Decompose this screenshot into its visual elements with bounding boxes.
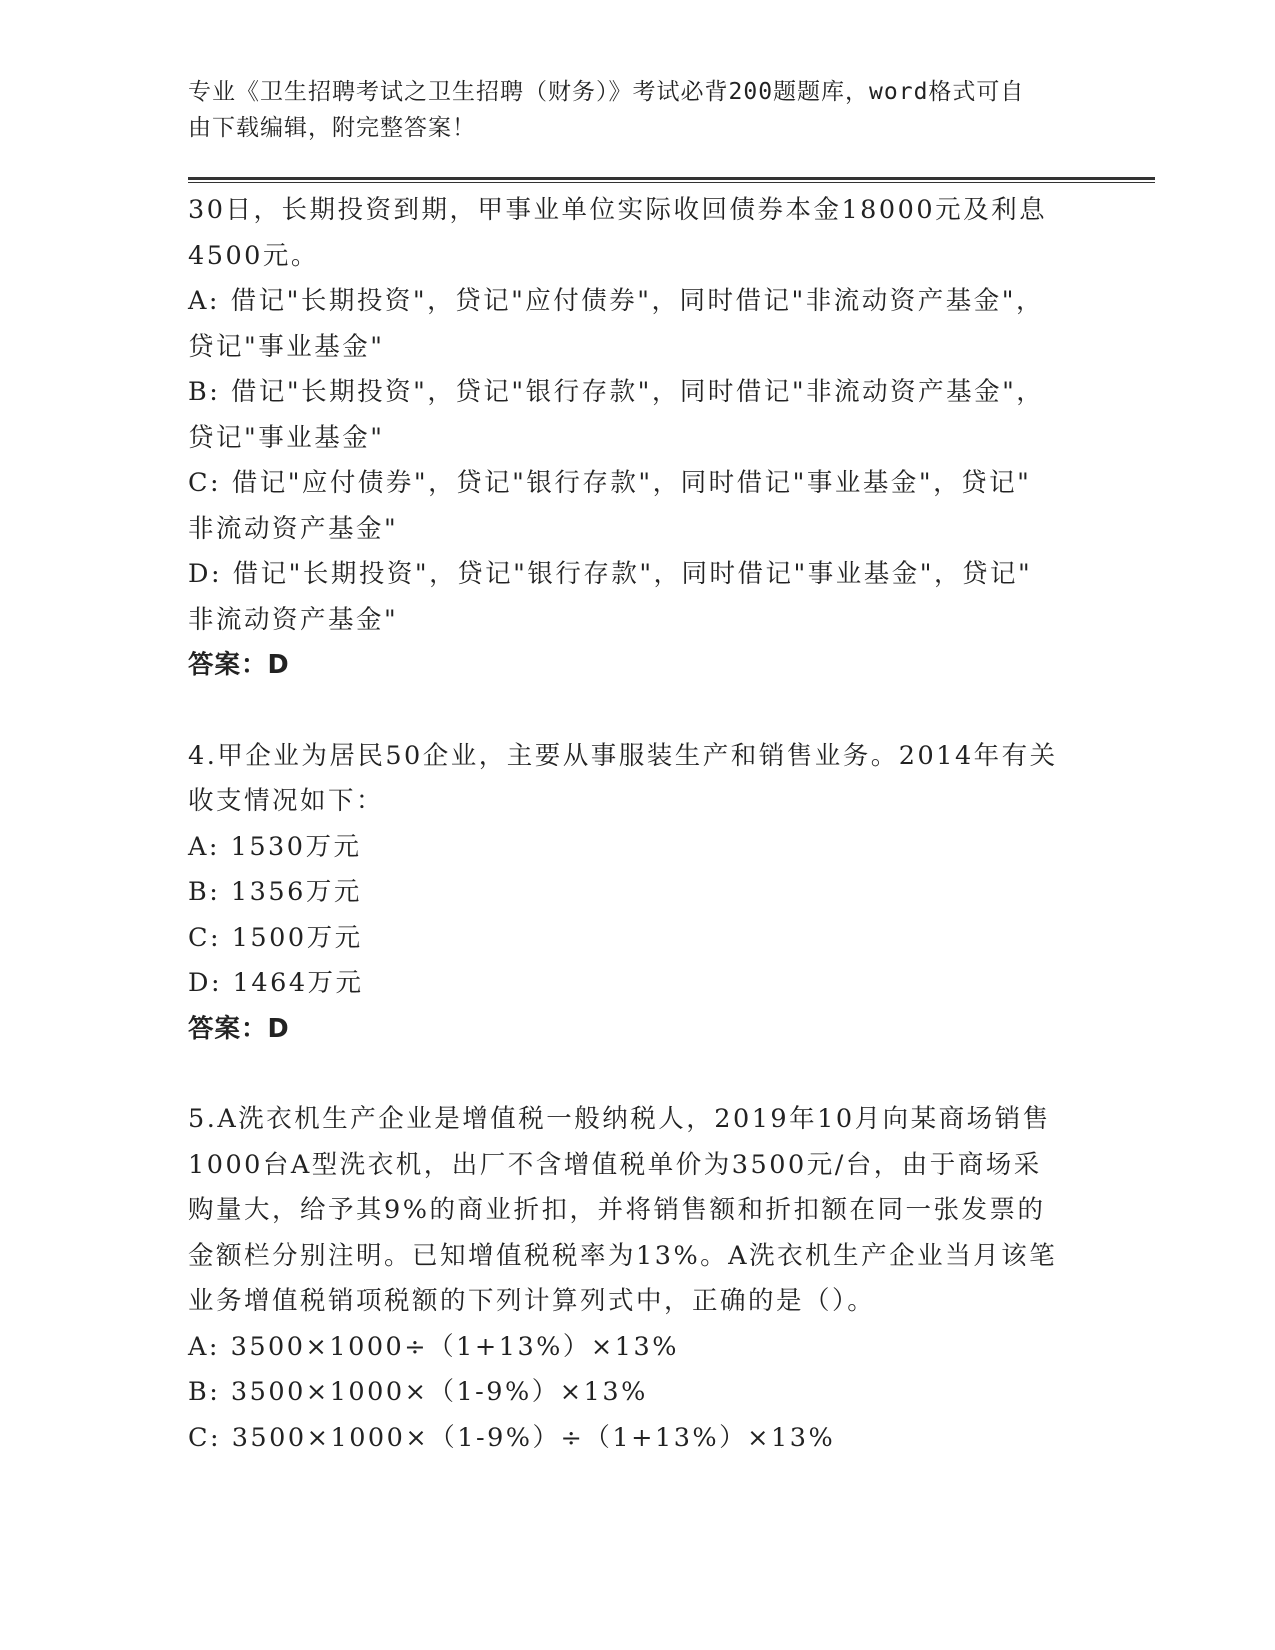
option-c: C: 3500×1000×（1-9%）÷（1+13%）×13%: [188, 1422, 836, 1453]
question-stem-line: 30日，长期投资到期，甲事业单位实际收回债券本金18000元及利息: [188, 195, 1048, 225]
option-d-line-1: D: 借记"长期投资"，贷记"银行存款"，同时借记"事业基金"，贷记": [188, 559, 1033, 589]
question-stem-line: 购量大，给予其9%的商业折扣，并将销售额和折扣额在同一张发票的: [188, 1195, 1046, 1225]
question-stem-line: 5.A洗衣机生产企业是增值税一般纳税人，2019年10月向某商场销售: [188, 1104, 1051, 1134]
option-a: A: 1530万元: [188, 831, 362, 862]
question-spacer: [188, 689, 1088, 734]
option-d-line-2: 非流动资产基金": [188, 604, 399, 635]
question-stem-line: 收支情况如下：: [188, 786, 385, 816]
document-header: [188, 74, 1068, 146]
question-stem-line: 业务增值税销项税额的下列计算列式中，正确的是（）。: [188, 1286, 876, 1316]
answer-label: 答案：D: [188, 1013, 290, 1044]
question-stem-line: 4500元。: [188, 240, 319, 271]
question-3: [188, 188, 1088, 689]
question-stem-line: 1000台A型洗衣机，出厂不含增值税单价为3500元/台，由于商场采: [188, 1149, 1042, 1180]
option-b: B: 3500×1000×（1-9%）×13%: [188, 1377, 648, 1407]
option-b-line-2: 贷记"事业基金": [188, 422, 385, 453]
question-stem-line: 4.甲企业为居民50企业，主要从事服装生产和销售业务。2014年有关: [188, 740, 1058, 771]
question-5: [188, 1097, 1088, 1461]
option-c-line-2: 非流动资产基金": [188, 513, 399, 544]
header-title-line-2: 由下载编辑，附完整答案！: [188, 115, 476, 141]
header-title-line-1: 专业《卫生招聘考试之卫生招聘（财务）》考试必背200题题库，word格式可自: [188, 79, 1025, 105]
option-d: D: 1464万元: [188, 968, 364, 998]
question-4: [188, 734, 1088, 1053]
option-b-line-1: B: 借记"长期投资"，贷记"银行存款"，同时借记"非流动资产基金"，: [188, 377, 1045, 407]
question-stem-line: 金额栏分别注明。已知增值税税率为13%。A洗衣机生产企业当月该笔: [188, 1240, 1058, 1271]
header-divider: [188, 177, 1155, 183]
question-spacer: [188, 1052, 1088, 1097]
option-a: A: 3500×1000÷（1+13%）×13%: [188, 1331, 679, 1362]
option-b: B: 1356万元: [188, 877, 362, 907]
option-c-line-1: C: 借记"应付债券"，贷记"银行存款"，同时借记"事业基金"，贷记": [188, 468, 1032, 498]
answer-label: 答案：D: [188, 650, 290, 680]
option-c: C: 1500万元: [188, 922, 363, 953]
option-a-line-2: 贷记"事业基金": [188, 331, 385, 362]
document-body: [188, 188, 1088, 1461]
option-a-line-1: A: 借记"长期投资"，贷记"应付债券"，同时借记"非流动资产基金"，: [188, 286, 1044, 316]
